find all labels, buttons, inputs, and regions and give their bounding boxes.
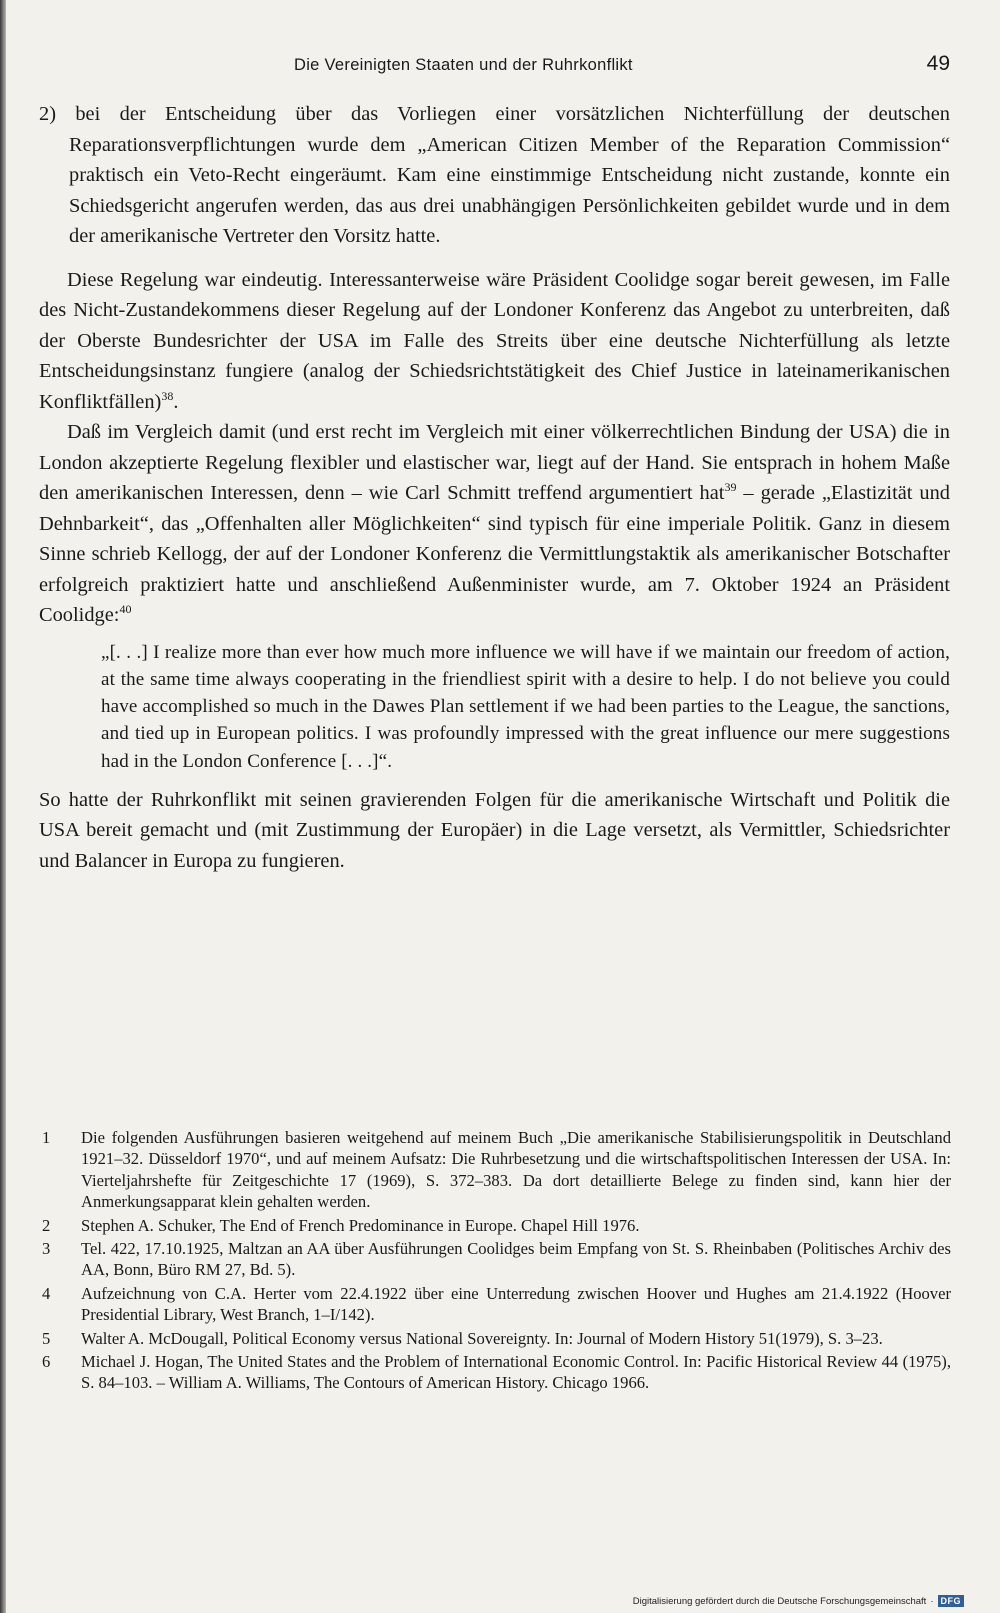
main-text <box>39 99 950 876</box>
page-number: 49 <box>926 52 950 75</box>
footnote-number: 6 <box>42 1352 51 1372</box>
paragraph-2-text: Diese Regelung war eindeutig. Interessanterweise wäre Präsident Coolidge sogar bereit gewesen, im Falle des Nicht-Zustandekommens dieser Regelung auf der Londoner Konferenz das Angebot zu unterbreiten, daß der Oberste Bundesrichter der USA im Falle des Streits über eine deutsche Nichterfüllung als letzte Entscheidungsinstanz fungiere (analog der Schiedsrichtstätigkeit des Chief Justice in lateinamerikanischen Konfliktfällen) <box>39 268 950 413</box>
footnote <box>40 1351 951 1394</box>
footnote <box>40 1328 951 1349</box>
footnote-number: 3 <box>42 1239 51 1259</box>
paragraph-3-text-b: – gerade „Elastizität und Dehnbarkeit“, das „Offenhalten aller Möglichkeiten“ sind typisch für eine imperiale Politik. Ganz in diesem Sinne schrieb Kellogg, der auf der Londoner Konferenz die Vermittlungstaktik als amerikanischer Botschafter erfolgreich praktiziert hatte und anschließend Außenminister wurde, am 7. Oktober 1924 an Präsident Coolidge: <box>39 482 950 626</box>
footnote-text: Tel. 422, 17.10.1925, Maltzan an AA über Ausführungen Coolidges beim Empfang von St. S. Rheinbaben (Politisches Archiv des AA, Bonn, Büro RM 27, Bd. 5). <box>81 1239 951 1280</box>
running-title: Die Vereinigten Staaten und der Ruhrkonflikt <box>294 56 633 74</box>
footnote-number: 5 <box>42 1328 51 1348</box>
paragraph-2 <box>39 265 950 418</box>
paragraph-2-end: . <box>173 390 179 413</box>
footnote-number: 4 <box>42 1283 51 1303</box>
footnote-ref-40: 40 <box>119 602 132 616</box>
footnote-number: 1 <box>42 1128 51 1147</box>
paragraph-1: 2) bei der Entscheidung über das Vorliegen einer vorsätzlichen Nichterfüllung der deutschen Reparationsverpflichtungen wurde dem „American Citizen Member of the Reparation Commission“ praktisch ein Veto-Recht eingeräumt. Kam eine einstimmige Entscheidung nicht zustande, konnte ein Schiedsgericht angerufen werden, das aus drei unabhängigen Persönlichkeiten gebildet wurde und in dem der amerikanische Vertreter den Vorsitz hatte. <box>39 103 950 247</box>
footnote <box>40 1127 951 1213</box>
digitization-credit: Digitalisierung gefördert durch die Deutsche Forschungsgemeinschaft · DFG <box>633 1595 964 1607</box>
footnote <box>40 1283 951 1326</box>
credit-text: Digitalisierung gefördert durch die Deutsche Forschungsgemeinschaft <box>632 1595 927 1607</box>
footnotes <box>40 1127 951 1396</box>
footnote <box>40 1215 951 1236</box>
footnote-text: Aufzeichnung von C.A. Herter vom 22.4.1922 über eine Unterredung zwischen Hoover und Hughes am 21.4.1922 (Hoover Presidential Library, West Branch, 1–I/142). <box>81 1283 951 1325</box>
footnote <box>40 1238 951 1281</box>
footnote-ref-38: 38 <box>161 388 174 403</box>
footnote-text: Walter A. McDougall, Political Economy versus National Sovereignty. In: Journal of Modern History 51(1979), S. 3–23. <box>81 1328 883 1348</box>
footnote-number: 2 <box>42 1215 51 1235</box>
footnote-ref-39: 39 <box>724 480 737 494</box>
scan-edge-shadow <box>0 0 6 1613</box>
footnote-text: Stephen A. Schuker, The End of French Predominance in Europe. Chapel Hill 1976. <box>81 1215 640 1235</box>
paragraph-4: So hatte der Ruhrkonflikt mit seinen gravierenden Folgen für die amerikanische Wirtschaft und Politik die USA bereit gemacht und (mit Zustimmung der Europäer) in die Lage versetzt, als Vermittler, Schiedsrichter und Balancer in Europa zu fungieren. <box>39 788 950 872</box>
page-header <box>40 54 950 82</box>
paragraph-3 <box>39 417 950 631</box>
paragraph-3-text-a: Daß im Vergleich damit (und erst recht im Vergleich mit einer völkerrechtlichen Bindung der USA) die in London akzeptierte Regelung flexibler und elastischer war, liegt auf der Hand. Sie entsprach in hohem Maße den amerikanischen Interessen, denn – wie Carl Schmitt treffend argumentiert hat <box>39 421 950 504</box>
block-quote: „[. . .] I realize more than ever how much more influence we will have if we maintain our freedom of action, at the same time always cooperating in the friendliest spirit with a desire to help. I do not believe you could have accomplished so much in the Dawes Plan settlement if we had been parties to the League, the sanctions, and tied up in European politics. I was profoundly impressed with the great influence our mere suggestions had in the London Conference [. . .]“. <box>101 641 950 772</box>
dfg-logo-icon: DFG <box>938 1595 965 1607</box>
footnote-text: Michael J. Hogan, The United States and the Problem of International Economic Control. In: Pacific Historical Review 44 (1975), S. 84–103. – William A. Williams, The Contours of American History. Chicago 1966. <box>81 1352 951 1393</box>
footnote-text: Die folgenden Ausführungen basieren weitgehend auf meinem Buch „Die amerikanische Stabilisierungspolitik in Deutschland 1921–32. Düsseldorf 1970“, und auf meinem Aufsatz: Die Ruhrbesetzung und die wirtschaftspolitischen Interessen der USA. In: Vierteljahrshefte für Zeitgeschichte 17 (1969), S. 372–383. Da dort detaillierte Belege zu finden sind, kann hier der Anmerkungsapparat klein gehalten werden. <box>81 1128 951 1212</box>
